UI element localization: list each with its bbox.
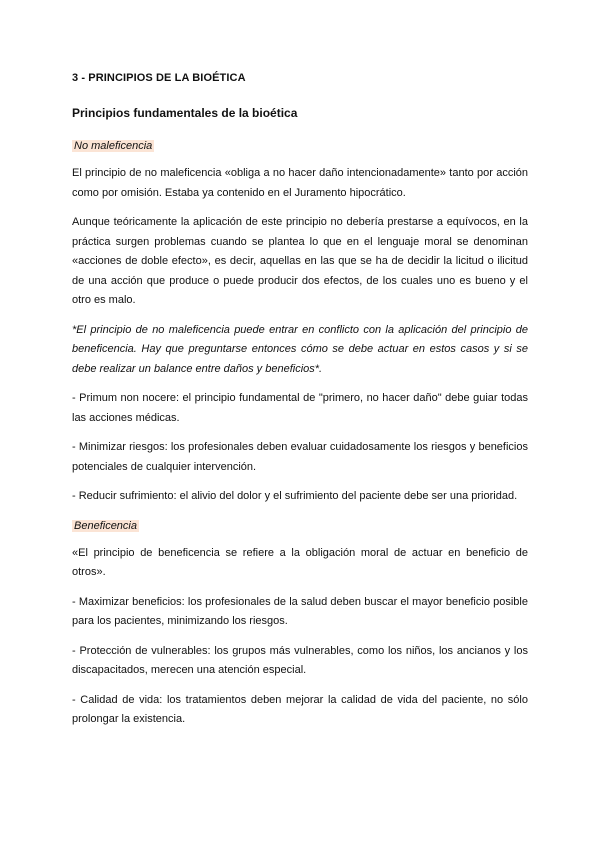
list-item: - Calidad de vida: los tratamientos deben mejorar la calidad de vida del paciente, no sólo prolongar la existencia.	[72, 693, 528, 725]
section-heading-label: Beneficencia	[74, 519, 137, 532]
section-heading-no-maleficencia	[72, 137, 528, 154]
italic-note-paragraph: *El principio de no maleficencia puede entrar en conflicto con la aplicación del principio de beneficencia. Hay que preguntarse entonces cómo se debe actuar en estos casos y si se debe realizar un balance entre daños y beneficios*.	[72, 323, 528, 375]
page-title: 3 - PRINCIPIOS DE LA BIOÉTICA	[72, 72, 246, 84]
section-heading-beneficencia	[72, 517, 528, 534]
paragraph: «El principio de beneficencia se refiere a la obligación moral de actuar en beneficio de otros».	[72, 546, 528, 578]
list-item: - Minimizar riesgos: los profesionales deben evaluar cuidadosamente los riesgos y beneficios potenciales de cualquier intervención.	[72, 441, 528, 473]
section-heading-label: No maleficencia	[74, 140, 153, 152]
list-item: - Primum non nocere: el principio fundamental de "primero, no hacer daño" debe guiar todas las acciones médicas.	[72, 392, 528, 424]
paragraph: Aunque teóricamente la aplicación de este principio no debería prestarse a equívocos, en la práctica surgen problemas cuando se plantea lo que en el lenguaje moral se denominan «acciones de doble efecto», es decir, aquellas en las que se ha de decidir la licitud o ilicitud de una acción que produce o puede producir dos efectos, de los cuales uno es bueno y el otro es malo.	[72, 216, 528, 306]
list-item: - Reducir sufrimiento: el alivio del dolor y el sufrimiento del paciente debe ser una prioridad.	[72, 490, 518, 502]
paragraph: El principio de no maleficencia «obliga a no hacer daño intencionadamente» tanto por acción como por omisión. Estaba ya contenido en el Juramento hipocrático.	[72, 167, 528, 199]
list-item: - Maximizar beneficios: los profesionales de la salud deben buscar el mayor beneficio posible para los pacientes, minimizando los riesgos.	[72, 595, 528, 627]
list-item: - Protección de vulnerables: los grupos más vulnerables, como los niños, los ancianos y los discapacitados, merecen una atención especial.	[72, 644, 528, 676]
page-subtitle: Principios fundamentales de la bioética	[72, 106, 298, 120]
